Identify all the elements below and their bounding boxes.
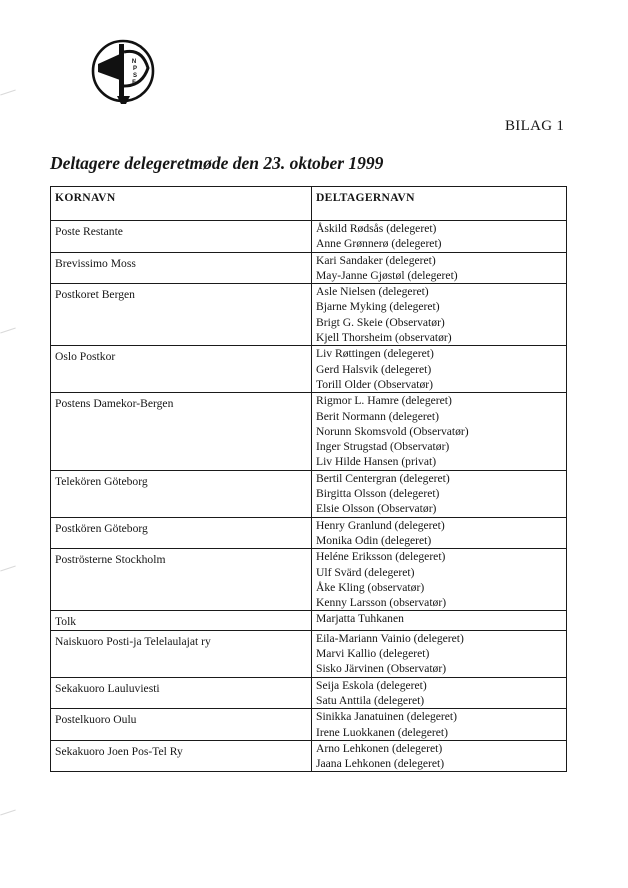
choir-name-cell xyxy=(51,252,312,284)
table-row xyxy=(51,393,567,470)
choir-name: Postelkuoro Oulu xyxy=(55,713,137,727)
column-header-deltagernavn: DELTAGERNAVN xyxy=(312,187,567,221)
participant-name: Satu Anttila (delegeret) xyxy=(316,693,425,707)
choir-name-cell xyxy=(51,630,312,677)
choir-name: Tolk xyxy=(55,615,77,629)
participants-cell xyxy=(312,549,567,611)
choir-name-cell xyxy=(51,611,312,630)
choir-name-cell xyxy=(51,470,312,517)
table-row xyxy=(51,740,567,772)
choir-name: Telekören Göteborg xyxy=(55,474,148,488)
choir-name: Naiskuoro Posti-ja Telelaulajat ry xyxy=(55,634,211,648)
participant-name: Liv Hilde Hansen (privat) xyxy=(316,455,437,469)
table-body xyxy=(51,221,567,772)
choir-name: Sekakuoro Joen Pos-Tel Ry xyxy=(55,744,183,758)
participant-name: Bjarne Myking (delegeret) xyxy=(316,300,440,314)
participant-name: Irene Luokkanen (delegeret) xyxy=(316,725,448,739)
participant-name: Henry Granlund (delegeret) xyxy=(316,518,445,532)
document-title: Deltagere delegeretmøde den 23. oktober 1999 xyxy=(50,153,384,173)
participant-name: Heléne Eriksson (delegeret) xyxy=(316,550,446,564)
choir-name: Sekakuoro Lauluviesti xyxy=(55,681,160,695)
choir-name: Postkoret Bergen xyxy=(55,288,135,302)
participants-cell xyxy=(312,709,567,741)
participant-name: Torill Older (Observatør) xyxy=(316,377,434,391)
participants-cell xyxy=(312,346,567,393)
table-row xyxy=(51,470,567,517)
column-header-kornavn: KORNAVN xyxy=(51,187,312,221)
table-row xyxy=(51,549,567,611)
scan-mark xyxy=(0,328,16,334)
choir-name-cell xyxy=(51,740,312,772)
participants-cell xyxy=(312,517,567,549)
table-row xyxy=(51,630,567,677)
choir-name: Oslo Postkor xyxy=(55,350,116,364)
table-row xyxy=(51,221,567,253)
choir-name: Poströsterne Stockholm xyxy=(55,553,166,567)
participants-cell xyxy=(312,677,567,709)
choir-name-cell xyxy=(51,221,312,253)
logo-letter: S xyxy=(132,73,138,79)
table-row xyxy=(51,709,567,741)
choir-name-cell xyxy=(51,677,312,709)
participant-name: Kari Sandaker (delegeret) xyxy=(316,253,436,267)
participant-name: Gerd Halsvik (delegeret) xyxy=(316,362,432,376)
participants-cell xyxy=(312,470,567,517)
participant-name: Rigmor L. Hamre (delegeret) xyxy=(316,394,452,408)
table-header-row xyxy=(51,187,567,221)
choir-name-cell xyxy=(51,393,312,470)
participant-name: Åke Kling (observatør) xyxy=(316,580,425,594)
attachment-label: BILAG 1 xyxy=(505,118,565,134)
scan-mark xyxy=(0,810,16,816)
participant-name: Arno Lehkonen (delegeret) xyxy=(316,741,443,755)
participants-cell xyxy=(312,611,567,630)
choir-name-cell xyxy=(51,549,312,611)
participant-name: Inger Strugstad (Observatør) xyxy=(316,440,450,454)
participant-name: Marjatta Tuhkanen xyxy=(316,612,404,626)
choir-name: Postens Damekor-Bergen xyxy=(55,397,174,411)
choir-name: Poste Restante xyxy=(55,225,123,238)
table-row xyxy=(51,284,567,346)
choir-name-cell xyxy=(51,517,312,549)
participant-name: Marvi Kallio (delegeret) xyxy=(316,647,430,661)
choir-name-cell xyxy=(51,284,312,346)
logo-letter: P xyxy=(132,66,138,72)
participants-cell xyxy=(312,393,567,470)
table-row xyxy=(51,611,567,630)
logo-letter: F xyxy=(132,80,136,86)
participant-name: Seija Eskola (delegeret) xyxy=(316,678,427,692)
participant-name: Berit Normann (delegeret) xyxy=(316,409,439,423)
participant-name: Bertil Centergran (delegeret) xyxy=(316,471,450,485)
participant-name: Asle Nielsen (delegeret) xyxy=(316,285,429,299)
participant-name: Kjell Thorsheim (observatør) xyxy=(316,331,452,345)
table-row xyxy=(51,346,567,393)
scan-mark xyxy=(0,566,16,572)
participant-name: Monika Odin (delegeret) xyxy=(316,533,432,547)
table-row xyxy=(51,252,567,284)
table-row xyxy=(51,517,567,549)
participant-name: Åskild Rødsås (delegeret) xyxy=(316,222,437,235)
participant-name: Sinikka Janatuinen (delegeret) xyxy=(316,710,458,724)
logo-letter: N xyxy=(131,59,137,65)
scan-mark xyxy=(0,90,16,96)
participant-name: Brigt G. Skeie (Observatør) xyxy=(316,315,445,329)
table-row xyxy=(51,677,567,709)
participants-table xyxy=(50,186,567,772)
participant-name: Jaana Lehkonen (delegeret) xyxy=(316,757,445,771)
participant-name: Sisko Järvinen (Observatør) xyxy=(316,662,447,676)
participant-name: Ulf Svärd (delegeret) xyxy=(316,565,415,579)
participant-name: Birgitta Olsson (delegeret) xyxy=(316,487,440,501)
participant-name: Kenny Larsson (observatør) xyxy=(316,596,447,610)
logo-emblem xyxy=(86,34,160,108)
participant-name: May-Janne Gjøstøl (delegeret) xyxy=(316,268,458,282)
participants-cell xyxy=(312,221,567,253)
participants-cell xyxy=(312,630,567,677)
participants-cell xyxy=(312,252,567,284)
participants-cell xyxy=(312,284,567,346)
participant-name: Anne Grønnerø (delegeret) xyxy=(316,237,442,251)
participant-name: Eila-Mariann Vainio (delegeret) xyxy=(316,631,464,645)
participant-name: Elsie Olsson (Observatør) xyxy=(316,502,437,516)
participant-name: Liv Røttingen (delegeret) xyxy=(316,347,434,361)
participant-name: Norunn Skomsvold (Observatør) xyxy=(316,424,469,438)
choir-name: Brevissimo Moss xyxy=(55,256,136,270)
choir-name-cell xyxy=(51,346,312,393)
choir-name-cell xyxy=(51,709,312,741)
participants-cell xyxy=(312,740,567,772)
choir-name: Postkören Göteborg xyxy=(55,521,148,535)
